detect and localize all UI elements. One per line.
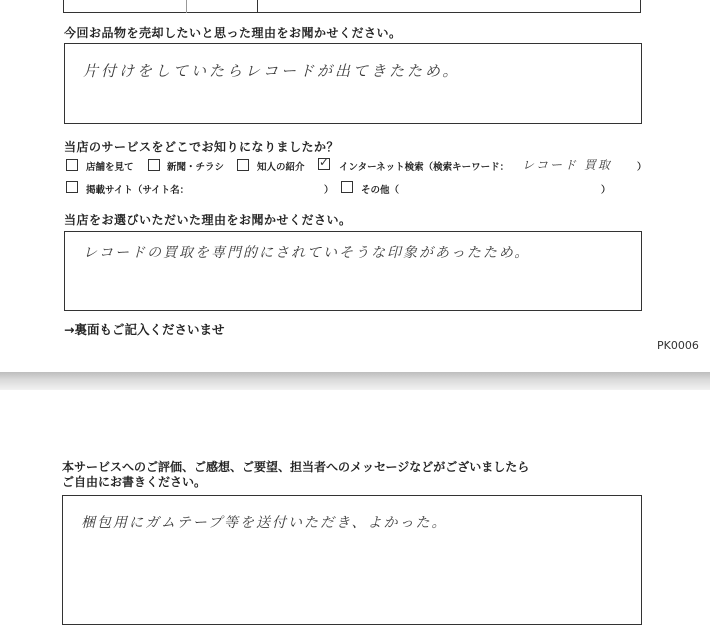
continue-on-back-note: →裏面もご記入くださいませ (64, 322, 225, 337)
how-heard-question: 当店のサービスをどこでお知りになりましたか？ (64, 140, 340, 154)
reason-choose-answer: レコードの買取を専門的にされていそうな印象があったため。 (83, 245, 531, 261)
feedback-question-line1: 本サービスへのご評価、ご感想、ご要望、担当者へのメッセージなどがございましたら (62, 460, 530, 474)
internet-option-close: ） (637, 162, 647, 173)
feedback-answer-box[interactable] (62, 495, 642, 625)
other-option-close: ） (601, 185, 611, 196)
other-option-label: その他（ (361, 185, 400, 196)
store-checkbox[interactable] (66, 159, 78, 171)
survey-page-back (0, 390, 710, 615)
listing-site-checkbox[interactable] (66, 181, 78, 193)
check-mark-icon: ✓ (319, 155, 330, 169)
listing-site-option-close: ） (324, 185, 334, 196)
feedback-answer: 梱包用にガムテープ等を送付いただき、よかった。 (81, 515, 448, 531)
referral-checkbox[interactable] (237, 159, 249, 171)
internet-checkbox[interactable] (318, 155, 330, 170)
newspaper-checkbox[interactable] (148, 159, 160, 171)
page-separator (0, 372, 710, 390)
reason-sell-answer-box[interactable] (64, 43, 642, 124)
feedback-question-line2: ご自由にお書きください。 (62, 475, 207, 489)
reason-sell-answer: 片付けをしていたらレコードが出てきたため。 (83, 62, 461, 80)
reason-choose-answer-box[interactable] (64, 231, 642, 311)
listing-site-option-label: 掲載サイト（サイト名： (86, 185, 190, 196)
reason-choose-question: 当店をお選びいただいた理由をお聞かせください。 (64, 213, 352, 227)
previous-answer-box (63, 0, 641, 13)
store-option-label: 店舗を見て (86, 162, 134, 173)
referral-option-label: 知人の紹介 (257, 162, 305, 173)
other-checkbox[interactable] (341, 181, 353, 193)
box-divider (257, 0, 258, 13)
reason-sell-question: 今回お品物を売却したいと思った理由をお聞かせください。 (64, 26, 402, 40)
newspaper-option-label: 新聞・チラシ (167, 162, 225, 173)
page-code: PK0006 (657, 339, 699, 352)
search-keyword-answer: レコード 買取 (522, 158, 612, 172)
box-divider (186, 0, 187, 13)
internet-option-label: インターネット検索（検索キーワード： (339, 162, 510, 173)
